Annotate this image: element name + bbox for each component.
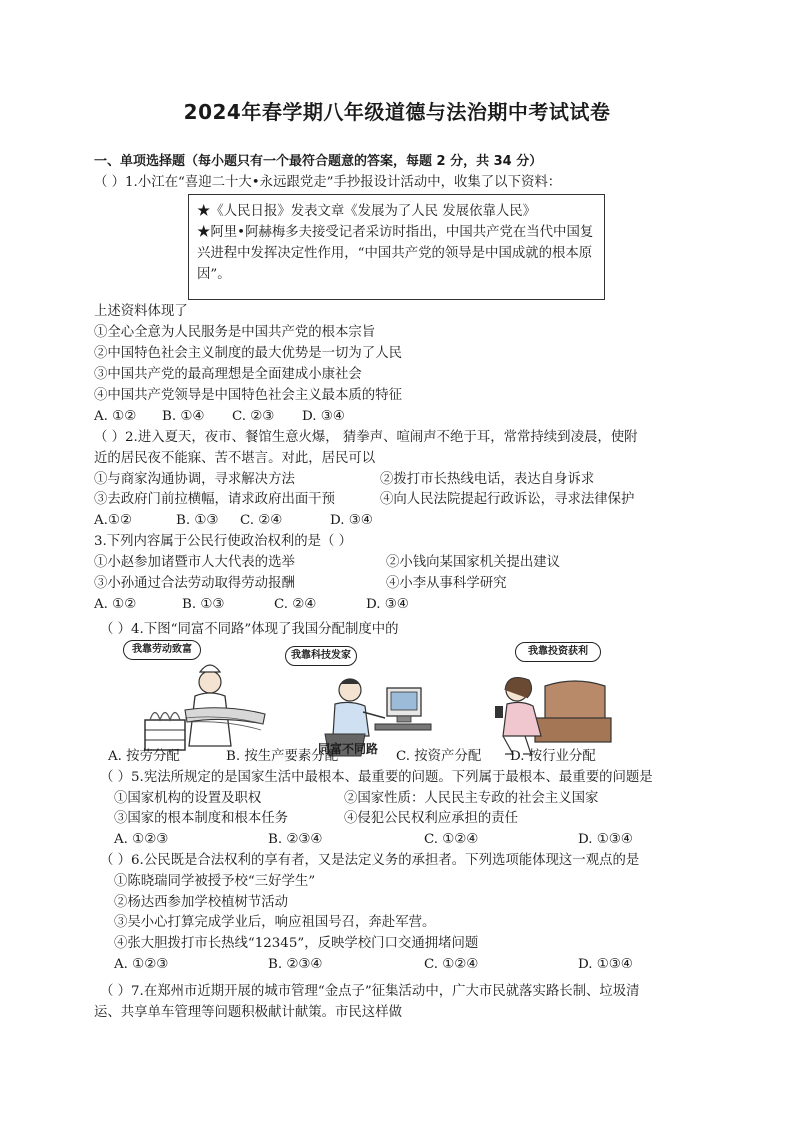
q5-stem: （ ）5.宪法所规定的是国家生活中最根本、最重要的问题。下列属于最根本、最重要的问题是 bbox=[100, 770, 653, 785]
q1-material-box bbox=[188, 194, 605, 300]
q1-item-3: ③中国共产党的最高理想是全面建成小康社会 bbox=[94, 367, 362, 382]
q1-lead: 上述资料体现了 bbox=[94, 304, 188, 319]
q6-option-a: A. ①②③ bbox=[114, 957, 169, 972]
q6-item-1: ①陈晓瑞同学被授予校“三好学生” bbox=[114, 874, 316, 889]
q3-stem: 3.下列内容属于公民行使政治权利的是（ ） bbox=[94, 534, 353, 549]
q5-item-3: ③国家的根本制度和根本任务 bbox=[114, 811, 289, 826]
q2-stem-line2: 近的居民夜不能寐、苦不堪言。对此，居民可以 bbox=[94, 451, 376, 466]
q1-item-2: ②中国特色社会主义制度的最大优势是一切为了人民 bbox=[94, 346, 402, 361]
q4-option-b: B. 按生产要素分配 bbox=[226, 749, 339, 764]
q5-option-c: C. ①②④ bbox=[424, 832, 479, 847]
q3-option-d: D. ③④ bbox=[366, 597, 409, 612]
q1-material-2: ★阿里•阿赫梅多夫接受记者采访时指出，中国共产党在当代中国复兴进程中发挥决定性作用，“中国共产党的领导是中国成就的根本原因”。 bbox=[197, 225, 594, 282]
q1-stem: （ ）1.小江在“喜迎二十大•永远跟党走”手抄报设计活动中，收集了以下资料： bbox=[94, 175, 562, 190]
q2-stem-line1: （ ）2.进入夏天，夜市、餐馆生意火爆， 猜拳声、喧闹声不绝于耳，常常持续到凌晨，使附 bbox=[94, 430, 638, 445]
exam-title: 2024年春学期八年级道德与法治期中考试试卷 bbox=[183, 100, 611, 124]
q6-item-2: ②杨达西参加学校植树节活动 bbox=[114, 895, 289, 910]
worker-illustration bbox=[125, 660, 275, 760]
q2-option-c: C. ②④ bbox=[240, 513, 283, 528]
q1-material-1: ★《人民日报》发表文章《发展为了人民 发展依靠人民》 bbox=[197, 204, 537, 219]
q1-option-d: D. ③④ bbox=[302, 409, 345, 424]
q6-item-4: ④张大胆拨打市长热线“12345”，反映学校门口交通拥堵问题 bbox=[114, 936, 479, 951]
q3-item-3: ③小孙通过合法劳动取得劳动报酬 bbox=[94, 576, 295, 591]
q1-item-4: ④中国共产党领导是中国特色社会主义最本质的特征 bbox=[94, 388, 402, 403]
bubble-invest: 我靠投资获利 bbox=[515, 642, 601, 662]
q1-option-a: A. ①② bbox=[94, 409, 137, 424]
q2-item-3: ③去政府门前拉横幅，请求政府出面干预 bbox=[94, 492, 336, 507]
q2-item-2: ②拨打市长热线电话，表达自身诉求 bbox=[380, 472, 595, 487]
q1-option-b: B. ①④ bbox=[162, 409, 205, 424]
q6-option-c: C. ①②④ bbox=[424, 957, 479, 972]
q5-option-b: B. ②③④ bbox=[268, 832, 323, 847]
q4-stem: （ ）4.下图“同富不同路”体现了我国分配制度中的 bbox=[100, 622, 399, 637]
q5-item-1: ①国家机构的设置及职权 bbox=[114, 791, 262, 806]
q6-option-d: D. ①③④ bbox=[578, 957, 633, 972]
q3-item-2: ②小钱向某国家机关提出建议 bbox=[386, 555, 561, 570]
q4-option-d: D. 按行业分配 bbox=[510, 749, 596, 764]
bubble-labor: 我靠劳动致富 bbox=[123, 640, 201, 660]
investor-illustration bbox=[485, 666, 615, 758]
q4-option-c: C. 按资产分配 bbox=[396, 749, 482, 764]
q7-stem-line1: （ ）7.在郑州市近期开展的城市管理“金点子”征集活动中，广大市民就落实路长制、垃圾清 bbox=[100, 984, 640, 999]
q3-option-c: C. ②④ bbox=[274, 597, 317, 612]
q3-item-1: ①小赵参加诸暨市人大代表的选举 bbox=[94, 555, 295, 570]
q7-stem-line2: 运、共享单车管理等问题积极献计献策。市民这样做 bbox=[94, 1005, 402, 1020]
q5-item-4: ④侵犯公民权利应承担的责任 bbox=[344, 811, 519, 826]
q2-option-a: A.①② bbox=[94, 513, 132, 528]
q5-option-a: A. ①②③ bbox=[114, 832, 169, 847]
q1-option-c: C. ②③ bbox=[232, 409, 275, 424]
q2-option-d: D. ③④ bbox=[330, 513, 373, 528]
q6-stem: （ ）6.公民既是合法权利的享有者，又是法定义务的承担者。下列选项能体现这一观点的是 bbox=[100, 853, 640, 868]
q1-item-1: ①全心全意为人民服务是中国共产党的根本宗旨 bbox=[94, 325, 376, 340]
q3-option-a: A. ①② bbox=[94, 597, 137, 612]
q6-option-b: B. ②③④ bbox=[268, 957, 323, 972]
q6-item-3: ③吴小心打算完成学业后，响应祖国号召，奔赴军营。 bbox=[114, 915, 436, 930]
section-heading: 一、单项选择题（每小题只有一个最符合题意的答案，每题 2 分，共 34 分） bbox=[94, 154, 543, 169]
bubble-tech: 我靠科技发家 bbox=[285, 646, 357, 666]
q4-option-a: A. 按劳分配 bbox=[108, 749, 180, 764]
q3-item-4: ④小李从事科学研究 bbox=[386, 576, 507, 591]
figure-caption: 同富不同路 bbox=[318, 742, 379, 756]
q2-item-1: ①与商家沟通协调，寻求解决方法 bbox=[94, 472, 295, 487]
q5-item-2: ②国家性质：人民民主专政的社会主义国家 bbox=[344, 791, 599, 806]
q2-option-b: B. ①③ bbox=[176, 513, 219, 528]
q3-option-b: B. ①③ bbox=[182, 597, 225, 612]
q2-item-4: ④向人民法院提起行政诉讼，寻求法律保护 bbox=[380, 492, 635, 507]
q5-option-d: D. ①③④ bbox=[578, 832, 633, 847]
